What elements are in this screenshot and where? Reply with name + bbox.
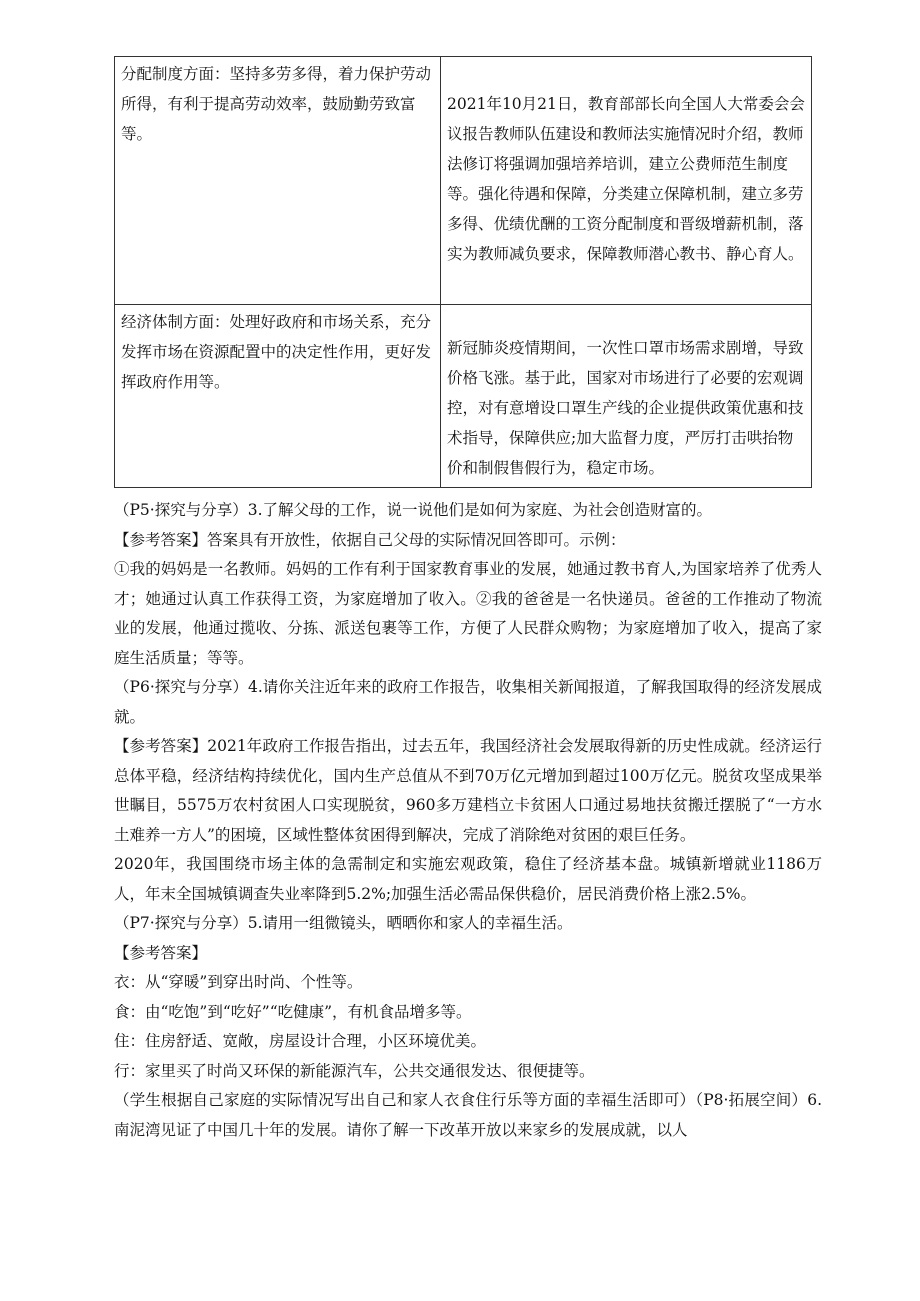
- table-row: [115, 305, 812, 488]
- table-cell: [115, 57, 441, 305]
- document-body: [114, 496, 822, 1145]
- cell-text: 2021年10月21日，教育部部长向全国人大常委会会议报告教师队伍建设和教师法实施情况时介绍，教师法修订将强调加强培养培训，建立公费师范生制度等。强化待遇和保障，分类建立保障机制，建立多劳多得、优绩优酬的工资分配制度和晋级增薪机制，落实为教师减负要求，保障教师潜心教书、静心育人。: [447, 95, 805, 263]
- answer-line: 住：住房舒适、宽敞，房屋设计合理，小区环境优美。: [114, 1032, 487, 1050]
- question-paragraph: （学生根据自己家庭的实际情况写出自己和家人衣食住行乐等方面的幸福生活即可）（P8·拓展空间）6.南泥湾见证了中国几十年的发展。请你了解一下改革开放以来家乡的发展成就，以人: [114, 1091, 822, 1139]
- cell-text: 新冠肺炎疫情期间，一次性口罩市场需求剧增，导致价格飞涨。基于此，国家对市场进行了必要的宏观调控，对有意增设口罩生产线的企业提供政策优惠和技术指导，保障供应;加大监督力度，严厉打击哄抬物价和制假售假行为，稳定市场。: [447, 339, 804, 477]
- question-paragraph: （P7·探究与分享）5.请用一组微镜头，晒晒你和家人的幸福生活。: [114, 914, 573, 932]
- table-cell: [441, 57, 812, 305]
- table-row: [115, 57, 812, 305]
- answer-line: 衣：从“穿暖”到穿出时尚、个性等。: [114, 973, 363, 991]
- comparison-table: [114, 56, 812, 488]
- cell-text: 经济体制方面：处理好政府和市场关系，充分发挥市场在资源配置中的决定性作用，更好发挥政府作用等。: [121, 313, 432, 391]
- answer-heading: 【参考答案】答案具有开放性，依据自己父母的实际情况回答即可。示例：: [114, 530, 626, 549]
- answer-heading: 【参考答案】: [114, 943, 208, 962]
- question-paragraph: （P5·探究与分享）3.了解父母的工作，说一说他们是如何为家庭、为社会创造财富的。: [114, 501, 713, 519]
- cell-text: 分配制度方面：坚持多劳多得，着力保护劳动所得，有利于提高劳动效率，鼓励勤劳致富等。: [121, 65, 432, 143]
- table-cell: [441, 305, 812, 488]
- answer-paragraph: 2020年，我国围绕市场主体的急需制定和实施宏观政策，稳住了经济基本盘。城镇新增就业1186万人，年末全国城镇调查失业率降到5.2%;加强生活必需品保供稳价，居民消费价格上涨2.5%。: [114, 855, 822, 903]
- question-paragraph: （P6·探究与分享）4.请你关注近年来的政府工作报告，收集相关新闻报道，了解我国取得的经济发展成就。: [114, 678, 822, 726]
- answer-paragraph: ①我的妈妈是一名教师。妈妈的工作有利于国家教育事业的发展，她通过教书育人,为国家培养了优秀人才；她通过认真工作获得工资，为家庭增加了收入。②我的爸爸是一名快递员。爸爸的工作推动了物流业的发展，他通过揽收、分拣、派送包裹等工作，方便了人民群众购物；为家庭增加了收入，提高了家庭生活质量；等等。: [114, 560, 822, 667]
- answer-paragraph: 【参考答案】2021年政府工作报告指出，过去五年，我国经济社会发展取得新的历史性成就。经济运行总体平稳，经济结构持续优化，国内生产总值从不到70万亿元增加到超过100万亿元。脱贫攻坚成果举世瞩目，5575万农村贫困人口实现脱贫，960多万建档立卡贫困人口通过易地扶贫搬迁摆脱了“一方水土难养一方人”的困境，区域性整体贫困得到解决，完成了消除绝对贫困的艰巨任务。: [114, 737, 822, 844]
- answer-line: 食：由“吃饱”到“吃好”“吃健康”，有机食品增多等。: [114, 1002, 472, 1021]
- answer-line: 行：家里买了时尚又环保的新能源汽车，公共交通很发达、很便捷等。: [114, 1061, 595, 1080]
- table-cell: [115, 305, 441, 488]
